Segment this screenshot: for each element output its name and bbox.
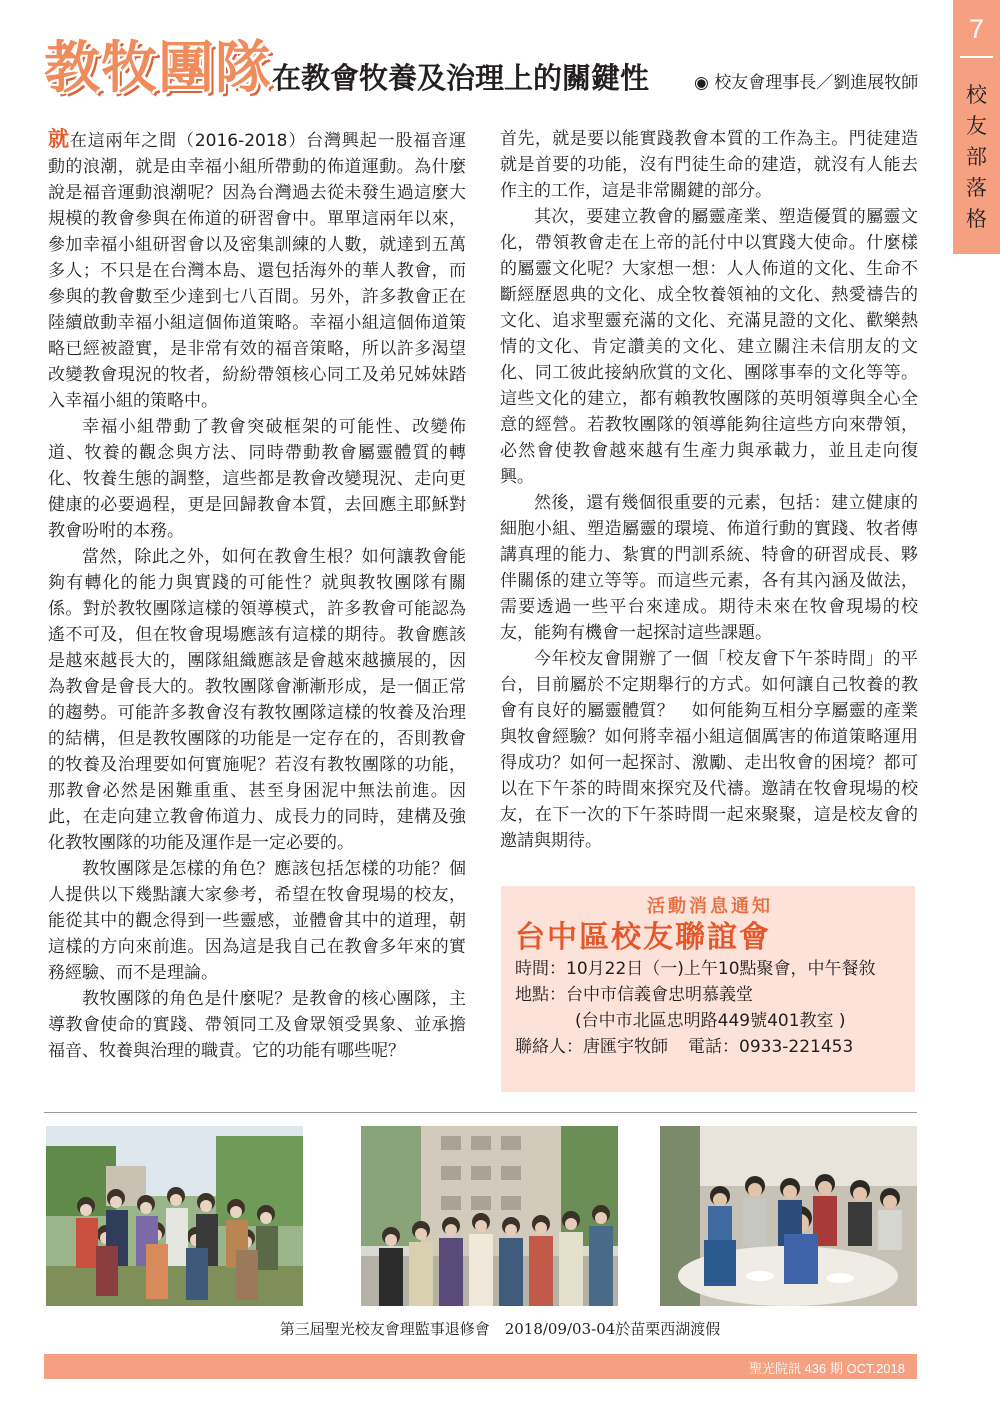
paragraph: 今年校友會開辦了一個「校友會下午茶時間」的平台，目前屬於不定期舉行的方式。如何讓自己牧養的教會有良好的屬靈體質？ 如何能夠互相分享屬靈的產業與牧會經驗？如何將幸福小組這個厲害的佈道策略運用得成功？如何一起探討、激勵、走出牧會的困境？都可以在下午茶的時間來探究及代禱。邀請在牧會現場的校友，在下一次的下午茶時間一起來聚聚，這是校友會的邀請與期待。 bbox=[500, 649, 918, 851]
tab-divider bbox=[960, 56, 993, 58]
paragraph: 其次，要建立教會的屬靈產業、塑造優質的屬靈文化，帶領教會走在上帝的託付中以實踐大使命。什麼樣的屬靈文化呢？大家想一想：人人佈道的文化、生命不斷經歷恩典的文化、成全牧養領袖的文化、熱愛禱告的文化、追求聖靈充滿的文化、充滿見證的文化、歡樂熱情的文化、肯定讚美的文化、建立關注未信朋友的文化、同工彼此接納欣賞的文化、團隊事奉的文化等等。這些文化的建立，都有賴教牧團隊的英明領導與全心全意的經營。若教牧團隊的領導能夠往這些方向來帶領，必然會使教會越來越有生產力與承載力，並且走向復興。 bbox=[500, 207, 918, 487]
event-notice-box bbox=[501, 886, 915, 1092]
notice-address: (台中市北區忠明路449號401教室 ) bbox=[575, 1011, 846, 1031]
article-byline: ◉ 校友會理事長／劉進展牧師 bbox=[694, 73, 919, 93]
section-tab bbox=[953, 0, 1000, 254]
notice-phone: 電話：0933-221453 bbox=[688, 1037, 854, 1057]
article-column-right bbox=[500, 126, 918, 854]
article-subtitle: 在教會牧養及治理上的關鍵性 bbox=[272, 61, 650, 95]
paragraph-text: 在這兩年之間（2016-2018）台灣興起一股福音運動的浪潮，就是由幸福小組所帶動的佈道運動。為什麼說是福音運動浪潮呢？因為台灣過去從未發生過這麼大規模的教會參與在佈道的研習會中。單單這兩年以來，參加幸福小組研習會以及密集訓練的人數，就達到五萬多人；不只是在台灣本島、還包括海外的華人教會，而參與的教會數至少達到七八百間。另外，許多教會正在陸續啟動幸福小組這個佈道策略。幸福小組這個佈道策略已經被證實，是非常有效的福音策略，所以許多渴望改變教會現況的牧者，紛紛帶領核心同工及弟兄姊妹踏入幸福小組的策略中。 bbox=[48, 131, 466, 411]
article-column-left bbox=[48, 126, 466, 1064]
paragraph: 教牧團隊是怎樣的角色？應該包括怎樣的功能？個人提供以下幾點讓大家參考，希望在牧會現場的校友，能從其中的觀念得到一些靈感，並體會其中的道理，朝這樣的方向來前進。因為這是我自己在教會多年來的實務經驗、而不是理論。 bbox=[48, 859, 466, 983]
page-footer bbox=[44, 1354, 917, 1379]
article-title: 教牧團隊 bbox=[44, 36, 272, 101]
group-photo-garden bbox=[46, 1126, 303, 1306]
paragraph: 當然，除此之外，如何在教會生根？如何讓教會能夠有轉化的能力與實踐的可能性？就與教牧團隊有關係。對於教牧團隊這樣的領導模式，許多教會可能認為遙不可及，但在牧會現場應該有這樣的期待。教會應該是越來越長大的，團隊組織應該是會越來越擴展的，因為教會是會長大的。教牧團隊會漸漸形成，是一個正常的趨勢。可能許多教會沒有教牧團隊這樣的牧養及治理的結構，但是教牧團隊的功能是一定存在的，否則教會的牧養及治理要如何實施呢？若沒有教牧團隊的功能，那教會必然是困難重重、甚至身困泥中無法前進。因此，在走向建立教會佈道力、成長力的同時，建構及強化教牧團隊的功能及運作是一定必要的。 bbox=[48, 547, 466, 853]
notice-contact-line bbox=[515, 1034, 905, 1060]
group-photo-building bbox=[361, 1126, 618, 1306]
footer-issue: 聖光院訊 436 期 OCT.2018 bbox=[748, 1361, 905, 1376]
notice-title: 活動消息通知 bbox=[647, 896, 773, 917]
notice-headline: 台中區校友聯誼會 bbox=[515, 920, 771, 955]
paragraph: 教牧團隊的角色是什麼呢？是教會的核心團隊，主導教會使命的實踐、帶領同工及會眾領受異象、並承擔福音、牧養與治理的職責。它的功能有哪些呢？ bbox=[48, 989, 466, 1061]
photo-caption: 第三屆聖光校友會理監事退修會 2018/09/03-04於苗栗西湖渡假 bbox=[279, 1320, 721, 1338]
section-name: 校 友 部 落 格 bbox=[966, 83, 987, 231]
notice-time: 時間：10月22日（一)上午10點聚會，中午餐敘 bbox=[515, 959, 876, 979]
group-photo-dinner bbox=[660, 1126, 917, 1306]
paragraph: 幸福小組帶動了教會突破框架的可能性、改變佈道、牧養的觀念與方法、同時帶動教會屬靈體質的轉化、牧養生態的調整，這些都是教會改變現況、走向更健康的必要過程，更是回歸教會本質，去回應主耶穌對教會吩咐的本務。 bbox=[48, 417, 466, 541]
paragraph bbox=[48, 126, 466, 414]
section-divider bbox=[44, 1112, 917, 1113]
paragraph: 然後，還有幾個很重要的元素，包括：建立健康的細胞小組、塑造屬靈的環境、佈道行動的實踐、牧者傳講真理的能力、紮實的門訓系統、特會的研習成長、夥伴關係的建立等等。而這些元素，各有其內涵及做法，需要透過一些平台來達成。期待未來在牧會現場的校友，能夠有機會一起探討這些課題。 bbox=[500, 493, 918, 643]
page-number: 7 bbox=[968, 14, 985, 44]
notice-contact: 聯絡人：唐匯宇牧師 bbox=[515, 1037, 668, 1057]
notice-place: 地點：台中市信義會忠明慕義堂 bbox=[515, 985, 753, 1005]
paragraph: 首先，就是要以能實踐教會本質的工作為主。門徒建造就是首要的功能，沒有門徒生命的建造，就沒有人能去作主的工作，這是非常關鍵的部分。 bbox=[500, 129, 918, 201]
drop-cap: 就 bbox=[48, 127, 70, 151]
